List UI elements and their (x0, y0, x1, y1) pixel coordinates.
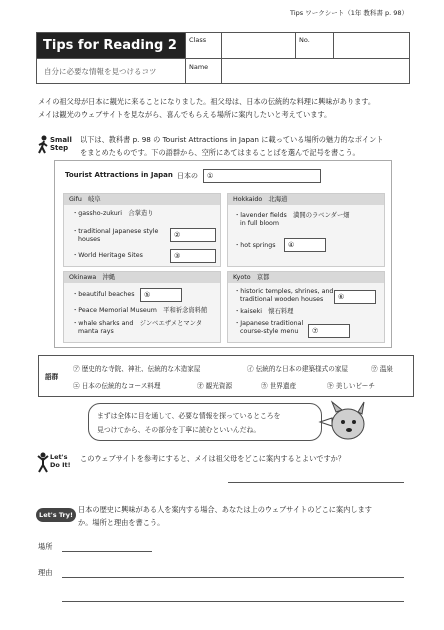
word-choice: ㋑ 伝統的な日本の建築様式の家屋 (247, 365, 349, 373)
number-field[interactable] (334, 34, 408, 57)
page-title: Tips for Reading 2 (37, 33, 185, 58)
item: ・Peace Memorial Museum 平和祈念資料館 (72, 307, 208, 314)
class-field[interactable] (222, 34, 294, 57)
word-choice: ㋕ 世界遺産 (261, 382, 297, 390)
word-choice: ㋒ 温泉 (371, 365, 393, 373)
item: ・hot springs (234, 242, 276, 249)
place-answer-line[interactable] (62, 551, 152, 552)
item: ・beautiful beaches (72, 291, 135, 298)
section-gifu (63, 193, 221, 267)
blank-3[interactable] (170, 249, 216, 263)
word-choice: ㋔ 観光資源 (197, 382, 233, 390)
website-panel (54, 160, 392, 348)
word-choice: ㋖ 美しいビーチ (327, 382, 375, 390)
dog-mascot-icon (318, 400, 372, 446)
website-title: Tourist Attractions in Japan (65, 171, 173, 179)
section-kyoto (227, 271, 385, 343)
tip-line-1: まずは全体に目を通して、必要な情報を探っているところを (97, 412, 281, 420)
blank-1[interactable] (203, 169, 321, 183)
item: ・Japanese traditional (234, 320, 304, 327)
header-table (36, 32, 410, 84)
word-group-label: 語群 (45, 373, 59, 381)
section-okinawa (63, 271, 221, 343)
worksheet-label: Tips ワークシート（1年 教科書 p. 98） (290, 9, 408, 17)
blank-6[interactable] (334, 290, 376, 304)
name-label: Name (189, 63, 209, 71)
reason-answer-line[interactable] (62, 577, 404, 578)
blank-7[interactable] (308, 324, 350, 338)
item: course-style menu (240, 328, 299, 335)
blank-number: ⑦ (312, 327, 319, 335)
blank-number: ⑥ (338, 293, 345, 301)
lets-try-badge: Let's Try! (36, 508, 76, 522)
item: ・lavender fields 満開のラベンダー畑 (234, 212, 350, 219)
section-title: Gifu 岐阜 (64, 194, 220, 205)
blank-number: ② (174, 231, 181, 239)
section-title: Hokkaido 北海道 (228, 194, 384, 205)
no-label: No. (299, 36, 310, 44)
blank-4[interactable] (284, 238, 326, 252)
blank-number: ④ (288, 241, 295, 249)
item: houses (78, 236, 101, 243)
intro-line-1: メイの祖父母が日本に観光に来ることになりました。祖父母は、日本の伝統的な料理に興味があります。 (38, 97, 376, 106)
place-label: 場所 (38, 542, 53, 551)
answer-line[interactable] (228, 482, 404, 483)
blank-number: ① (207, 172, 214, 180)
section-title: Okinawa 沖縄 (64, 272, 220, 283)
item: ・gassho-zukuri 合掌造り (72, 210, 154, 217)
blank-number: ③ (174, 252, 181, 260)
word-group-box (38, 355, 414, 397)
blank-number: ⑤ (144, 291, 151, 299)
item: ・traditional Japanese style (72, 228, 159, 235)
small-step-line-1: 以下は、教科書 p. 98 の Tourist Attractions in Japan に載っている場所の魅力的なポイント (80, 135, 384, 144)
lets-try-line-1: 日本の歴史に興味がある人を案内する場合、あなたは上のウェブサイトのどこに案内します (78, 505, 372, 514)
reason-answer-line[interactable] (62, 601, 404, 602)
word-choice: ㋓ 日本の伝統的なコース料理 (73, 382, 161, 390)
reason-label: 理由 (38, 568, 53, 577)
item: manta rays (78, 328, 114, 335)
website-title-jp: 日本の (177, 172, 198, 180)
item: in full bloom (240, 220, 280, 227)
page-subtitle: 自分に必要な情報を見つけるコツ (37, 58, 185, 83)
item: ・historic temples, shrines, and (234, 288, 334, 295)
item: ・whale sharks and ジンベエザメとマンタ (72, 320, 203, 327)
jumping-figure-icon (37, 452, 49, 474)
lets-try-line-2: か。場所と理由を書こう。 (78, 518, 165, 527)
item: traditional wooden houses (240, 296, 324, 303)
section-hokkaido (227, 193, 385, 267)
blank-2[interactable] (170, 228, 216, 242)
small-step-label: Small Step (50, 136, 72, 152)
walking-figure-icon (36, 135, 50, 155)
item: ・World Heritage Sites (72, 252, 143, 259)
blank-5[interactable] (140, 288, 182, 302)
lets-do-it-question: このウェブサイトを参考にすると、メイは祖父母をどこに案内するとよいですか？ (80, 454, 346, 463)
small-step-line-2: をまとめたものです。下の語群から、空所にあてはまることばを選んで記号を書こう。 (80, 148, 360, 157)
class-label: Class (189, 36, 207, 44)
item: ・kaiseki 懐石料理 (234, 308, 294, 315)
section-title: Kyoto 京都 (228, 272, 384, 283)
word-choice: ㋐ 歴史的な寺院、神社、伝統的な木造家屋 (73, 365, 201, 373)
tip-bubble (88, 403, 322, 441)
lets-do-it-label: Let's Do It! (50, 453, 71, 469)
name-field[interactable] (222, 59, 408, 82)
divider (295, 33, 296, 58)
intro-line-2: メイは観光のウェブサイトを見ながら、喜んでもらえる場所に案内したいと考えています。 (38, 110, 332, 119)
tip-line-2: 見つけてから、その部分を丁寧に読むといいんだね。 (97, 426, 261, 434)
